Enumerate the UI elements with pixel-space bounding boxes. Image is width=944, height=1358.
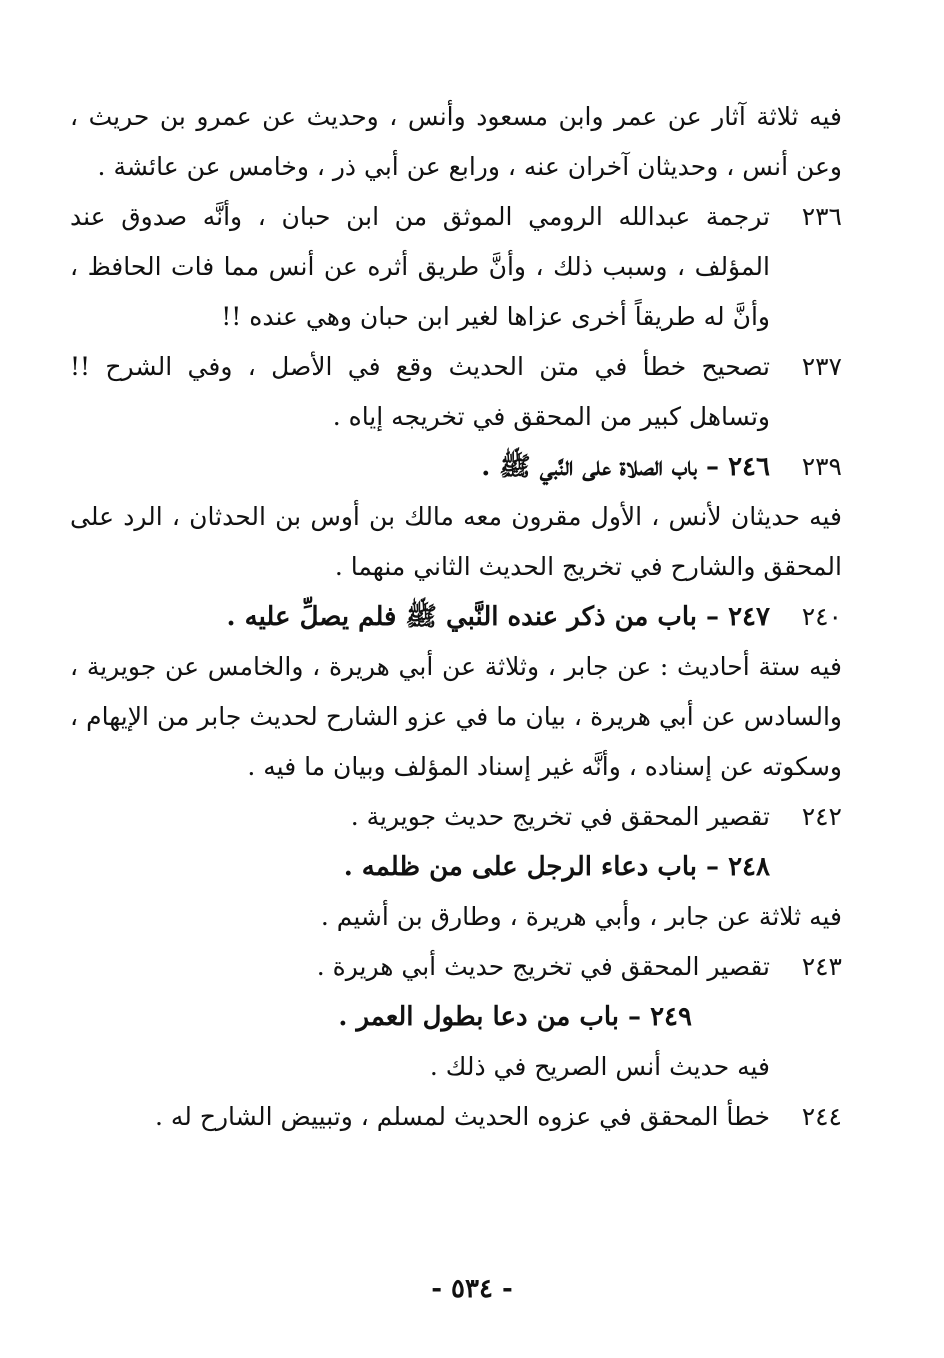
entry-number: ٢٣٦	[801, 202, 842, 231]
page-number: - ٥٣٤ -	[431, 1274, 513, 1304]
entry-text: تقصير المحقق في تخريج حديث جويرية .	[350, 802, 770, 831]
entry-text: خطأ المحقق في عزوه الحديث لمسلم ، وتبييض الشارح له .	[154, 1102, 770, 1131]
entry-text: تصحيح خطأ في متن الحديث وقع في الأصل ، وفي الشرح !! وتساهل كبير من المحقق في تخريجه إياه .	[70, 352, 770, 431]
entry	[70, 192, 842, 342]
entry-text: ترجمة عبدالله الرومي الموثق من ابن حبان ، وأنَّه صدوق عند المؤلف ، وسبب ذلك ، وأنَّ طريق أثره عن أنس مما فات الحافظ ، وأنَّ له طريقاً أخرى عزاها لغير ابن حبان وهي عنده !!	[70, 202, 770, 331]
entry	[70, 442, 842, 492]
paragraph: فيه حديث أنس الصريح في ذلك .	[429, 1052, 770, 1081]
entry	[70, 942, 842, 992]
chapter-heading: ٢٤٦ – باب الصلاة على النَّبي ﷺ .	[481, 452, 770, 482]
chapter-heading: ٢٤٩ – باب من دعا بطول العمر .	[338, 1002, 692, 1032]
paragraph: فيه ستة أحاديث : عن جابر ، وثلاثة عن أبي هريرة ، والخامس عن جويرية ، والسادس عن أبي هريرة ، بيان ما في عزو الشارح لحديث جابر من الإيهام ، وسكوته عن إسناده ، وأنَّه غير إسناد المؤلف وبيان ما فيه .	[70, 652, 842, 781]
entry	[70, 1092, 842, 1142]
paragraph: فيه ثلاثة آثار عن عمر وابن مسعود وأنس ، وحديث عن عمرو بن حريث ، وعن أنس ، وحديثان آخران عنه ، ورابع عن أبي ذر ، وخامس عن عائشة .	[70, 102, 842, 181]
entry-number: ٢٤٠	[801, 602, 842, 631]
page-content	[70, 92, 842, 1142]
paragraph: فيه ثلاثة عن جابر ، وأبي هريرة ، وطارق بن أشيم .	[320, 902, 842, 931]
entry	[70, 792, 842, 842]
entry-text: تقصير المحقق في تخريج حديث أبي هريرة .	[316, 952, 770, 981]
entry-number: ٢٣٩	[801, 452, 842, 481]
chapter-heading: ٢٤٧ – باب من ذكر عنده النَّبي ﷺ فلم يصلِّ عليه .	[226, 602, 770, 632]
entry	[70, 592, 842, 642]
entry-number: ٢٤٣	[801, 952, 842, 981]
entry-number: ٢٣٧	[801, 352, 842, 381]
entry-number: ٢٤٤	[801, 1102, 842, 1131]
entry-number: ٢٤٢	[801, 802, 842, 831]
paragraph: فيه حديثان لأنس ، الأول مقرون معه مالك بن أوس بن الحدثان ، الرد على المحقق والشارح في تخريج الحديث الثاني منهما .	[70, 502, 842, 581]
chapter-heading: ٢٤٨ – باب دعاء الرجل على من ظلمه .	[343, 852, 770, 882]
entry	[70, 342, 842, 442]
